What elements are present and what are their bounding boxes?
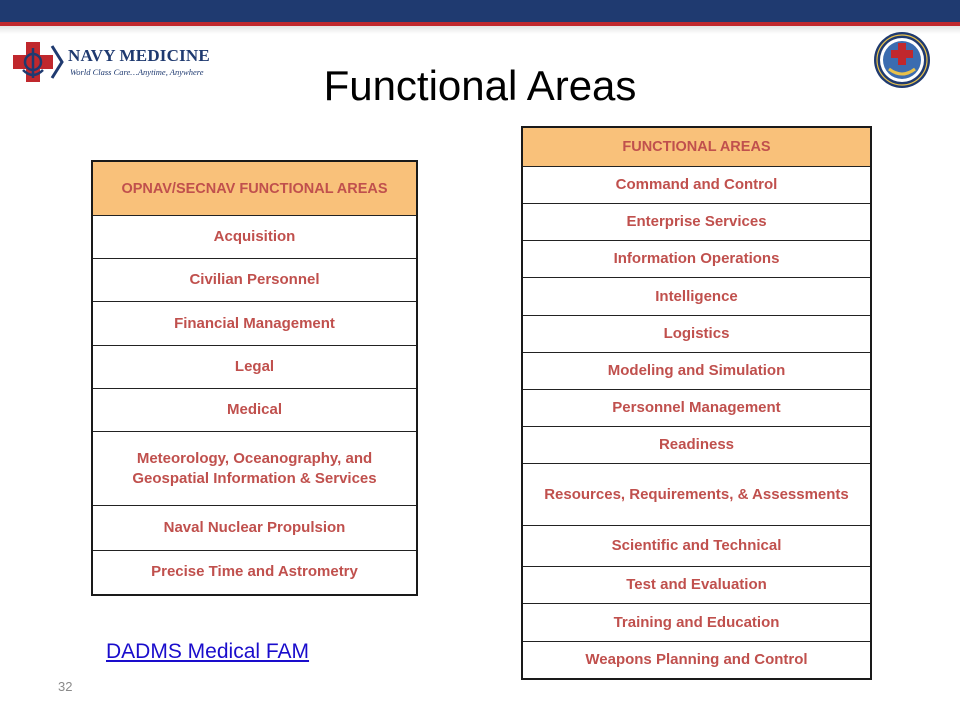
- slide-number: 32: [58, 679, 73, 694]
- table-cell: Command and Control: [522, 167, 871, 204]
- table-cell: Medical: [92, 389, 417, 432]
- page-title: Functional Areas: [323, 62, 637, 109]
- table-cell: Legal: [92, 346, 417, 389]
- table-cell: Readiness: [522, 427, 871, 464]
- table-cell: Precise Time and Astrometry: [92, 551, 417, 595]
- table-cell: Test and Evaluation: [522, 567, 871, 604]
- table-cell: Modeling and Simulation: [522, 353, 871, 390]
- table-cell: Acquisition: [92, 216, 417, 259]
- table-cell: Meteorology, Oceanography, and Geospatial Information & Services: [92, 432, 417, 506]
- functional-areas-table: [521, 126, 872, 680]
- table-header: OPNAV/SECNAV FUNCTIONAL AREAS: [92, 161, 417, 216]
- dadms-medical-fam-link[interactable]: DADMS Medical FAM: [106, 640, 310, 663]
- table-cell: Naval Nuclear Propulsion: [92, 506, 417, 551]
- table-cell: Information Operations: [522, 241, 871, 278]
- table-header: FUNCTIONAL AREAS: [522, 127, 871, 167]
- table-cell: Enterprise Services: [522, 204, 871, 241]
- table-cell: Scientific and Technical: [522, 526, 871, 567]
- table-cell: Resources, Requirements, & Assessments: [522, 464, 871, 526]
- table-cell: Financial Management: [92, 302, 417, 346]
- opnav-secnav-functional-areas-table: [91, 160, 418, 596]
- table-cell: Civilian Personnel: [92, 259, 417, 302]
- table-cell: Personnel Management: [522, 390, 871, 427]
- table-cell: Logistics: [522, 316, 871, 353]
- table-cell: Intelligence: [522, 278, 871, 316]
- logo-tagline: World Class Care…Anytime, Anywhere: [70, 67, 204, 77]
- top-banner: [0, 0, 960, 22]
- table-cell: Training and Education: [522, 604, 871, 642]
- top-banner-shadow: [0, 26, 960, 34]
- logo-title: NAVY MEDICINE: [68, 46, 210, 65]
- table-cell: Weapons Planning and Control: [522, 642, 871, 679]
